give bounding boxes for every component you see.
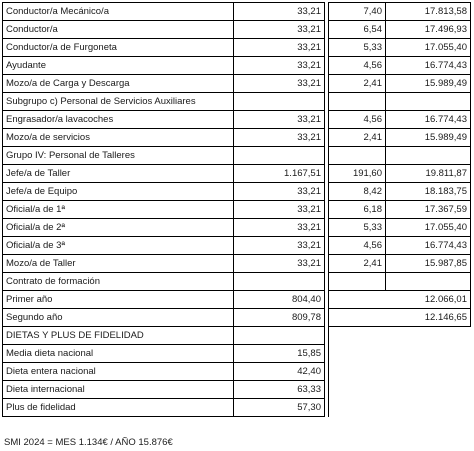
value-col-3 (329, 147, 386, 165)
row-label: Mozo/a de servicios (3, 129, 234, 147)
value-col-2: 33,21 (234, 183, 325, 201)
value-col-4: 17.496,93 (386, 21, 471, 39)
value-col-2: 33,21 (234, 129, 325, 147)
table-row (3, 309, 471, 327)
value-col-3 (329, 327, 386, 345)
value-col-3: 2,41 (329, 75, 386, 93)
row-label: Subgrupo c) Personal de Servicios Auxiliares (3, 93, 234, 111)
value-col-4: 15.989,49 (386, 75, 471, 93)
value-col-2: 33,21 (234, 219, 325, 237)
table-row (3, 129, 471, 147)
row-label: Grupo IV: Personal de Talleres (3, 147, 234, 165)
value-col-3 (329, 399, 386, 417)
table-row (3, 219, 471, 237)
value-col-4 (386, 399, 471, 417)
table-row (3, 147, 471, 165)
row-label: Dieta internacional (3, 381, 234, 399)
table-row (3, 255, 471, 273)
value-col-4: 17.813,58 (386, 3, 471, 21)
table-row (3, 111, 471, 129)
table-row (3, 381, 471, 399)
value-col-2 (234, 147, 325, 165)
row-label: Conductor/a (3, 21, 234, 39)
table-row (3, 201, 471, 219)
table-row (3, 291, 471, 309)
row-label: Oficial/a de 2ª (3, 219, 234, 237)
table-row (3, 21, 471, 39)
value-col-4: 19.811,87 (386, 165, 471, 183)
value-col-3 (329, 273, 386, 291)
value-col-3: 4,56 (329, 111, 386, 129)
smi-footnote: SMI 2024 = MES 1.134€ / AÑO 15.876€ (4, 437, 173, 448)
value-col-2: 33,21 (234, 111, 325, 129)
value-col-4 (386, 93, 471, 111)
value-col-2: 42,40 (234, 363, 325, 381)
row-label: Conductor/a de Furgoneta (3, 39, 234, 57)
table-row (3, 39, 471, 57)
value-col-2 (234, 273, 325, 291)
row-label: Contrato de formación (3, 273, 234, 291)
row-label: Ayudante (3, 57, 234, 75)
value-col-3: 8,42 (329, 183, 386, 201)
row-label: Media dieta nacional (3, 345, 234, 363)
value-col-2: 33,21 (234, 57, 325, 75)
value-col-4: 17.055,40 (386, 219, 471, 237)
value-col-2: 33,21 (234, 21, 325, 39)
value-col-3 (329, 291, 386, 309)
value-col-3: 6,18 (329, 201, 386, 219)
value-col-2: 63,33 (234, 381, 325, 399)
value-col-4 (386, 345, 471, 363)
value-col-2: 33,21 (234, 255, 325, 273)
value-col-4 (386, 363, 471, 381)
value-col-2: 1.167,51 (234, 165, 325, 183)
table-row (3, 57, 471, 75)
value-col-4: 17.055,40 (386, 39, 471, 57)
table-row (3, 75, 471, 93)
value-col-3: 5,33 (329, 39, 386, 57)
table-row (3, 345, 471, 363)
value-col-2: 15,85 (234, 345, 325, 363)
value-col-4: 12.066,01 (386, 291, 471, 309)
row-label: Mozo/a de Carga y Descarga (3, 75, 234, 93)
row-label: DIETAS Y PLUS DE FIDELIDAD (3, 327, 234, 345)
table-row (3, 327, 471, 345)
value-col-4: 16.774,43 (386, 111, 471, 129)
row-label: Jefe/a de Taller (3, 165, 234, 183)
row-label: Dieta entera nacional (3, 363, 234, 381)
value-col-3: 7,40 (329, 3, 386, 21)
value-col-2: 33,21 (234, 39, 325, 57)
table-row (3, 399, 471, 417)
salary-table-body (3, 3, 471, 417)
value-col-3: 4,56 (329, 237, 386, 255)
row-label: Conductor/a Mecánico/a (3, 3, 234, 21)
value-col-4: 17.367,59 (386, 201, 471, 219)
row-label: Oficial/a de 1ª (3, 201, 234, 219)
row-label: Plus de fidelidad (3, 399, 234, 417)
table-row (3, 3, 471, 21)
value-col-3: 2,41 (329, 129, 386, 147)
row-label: Engrasador/a lavacoches (3, 111, 234, 129)
value-col-2: 33,21 (234, 237, 325, 255)
value-col-4 (386, 381, 471, 399)
value-col-2: 33,21 (234, 201, 325, 219)
value-col-4: 18.183,75 (386, 183, 471, 201)
value-col-4: 15.989,49 (386, 129, 471, 147)
value-col-4: 16.774,43 (386, 237, 471, 255)
row-label: Oficial/a de 3ª (3, 237, 234, 255)
value-col-3: 4,56 (329, 57, 386, 75)
row-label: Segundo año (3, 309, 234, 327)
table-row (3, 273, 471, 291)
value-col-4: 16.774,43 (386, 57, 471, 75)
value-col-3: 6,54 (329, 21, 386, 39)
value-col-4 (386, 273, 471, 291)
row-label: Primer año (3, 291, 234, 309)
value-col-3: 2,41 (329, 255, 386, 273)
value-col-4: 12.146,65 (386, 309, 471, 327)
value-col-3 (329, 93, 386, 111)
value-col-2: 809,78 (234, 309, 325, 327)
table-row (3, 237, 471, 255)
table-row (3, 183, 471, 201)
value-col-2: 57,30 (234, 399, 325, 417)
value-col-4 (386, 327, 471, 345)
value-col-4 (386, 147, 471, 165)
value-col-3 (329, 381, 386, 399)
value-col-4: 15.987,85 (386, 255, 471, 273)
table-row (3, 165, 471, 183)
value-col-3 (329, 345, 386, 363)
row-label: Jefe/a de Equipo (3, 183, 234, 201)
value-col-2 (234, 327, 325, 345)
row-label: Mozo/a de Taller (3, 255, 234, 273)
value-col-2 (234, 93, 325, 111)
value-col-3 (329, 309, 386, 327)
value-col-2: 804,40 (234, 291, 325, 309)
value-col-3: 5,33 (329, 219, 386, 237)
salary-table (2, 2, 471, 417)
value-col-2: 33,21 (234, 3, 325, 21)
table-row (3, 363, 471, 381)
value-col-3 (329, 363, 386, 381)
table-row (3, 93, 471, 111)
value-col-3: 191,60 (329, 165, 386, 183)
value-col-2: 33,21 (234, 75, 325, 93)
